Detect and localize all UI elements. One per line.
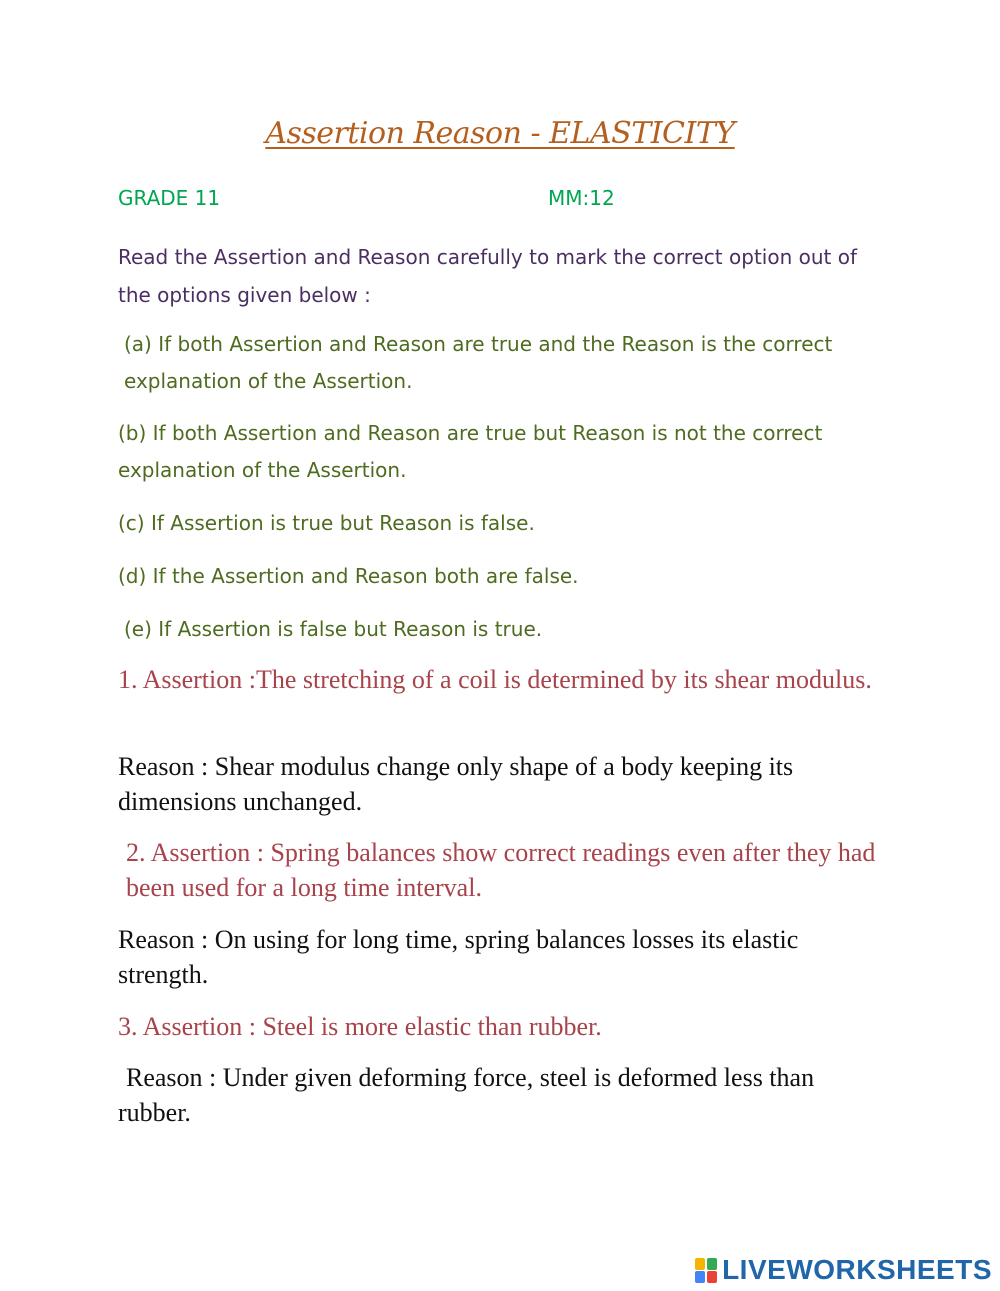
question-3-assertion: 3. Assertion : Steel is more elastic than rubber.	[118, 1012, 602, 1041]
question-1-reason: Reason : Shear modulus change only shape of a body keeping its dimensions unchanged.	[118, 752, 794, 816]
question-1-assertion: 1. Assertion :The stretching of a coil is determined by its shear modulus.	[118, 665, 872, 694]
option-d: (d) If the Assertion and Reason both are false.	[118, 564, 579, 588]
option-e: (e) If Assertion is false but Reason is true.	[124, 617, 543, 641]
title-topic: - ELASTICITY	[530, 116, 735, 151]
question-2-reason: Reason : On using for long time, spring balances losses its elastic strength.	[118, 925, 799, 989]
option-a: (a) If both Assertion and Reason are true and the Reason is the correct explanation of the Assertion.	[124, 332, 833, 393]
page-title	[0, 116, 1000, 151]
brand-name: LIVEWORKSHEETS	[722, 1254, 992, 1285]
option-c: (c) If Assertion is true but Reason is false.	[118, 511, 535, 535]
option-b: (b) If both Assertion and Reason are true but Reason is not the correct explanation of the Assertion.	[118, 421, 823, 482]
grade-label: GRADE 11	[118, 186, 221, 210]
max-marks-label: MM:12	[548, 186, 615, 210]
instructions-text: Read the Assertion and Reason carefully to mark the correct option out of the options given below :	[118, 245, 857, 307]
question-2-assertion: 2. Assertion : Spring balances show correct readings even after they had been used for a long time interval.	[126, 838, 876, 902]
title-main: Assertion Reason	[265, 116, 531, 151]
question-3-reason: Reason : Under given deforming force, steel is deformed less than rubber.	[118, 1063, 815, 1127]
liveworksheets-brand	[695, 1254, 992, 1286]
liveworksheets-logo-icon	[695, 1256, 719, 1284]
